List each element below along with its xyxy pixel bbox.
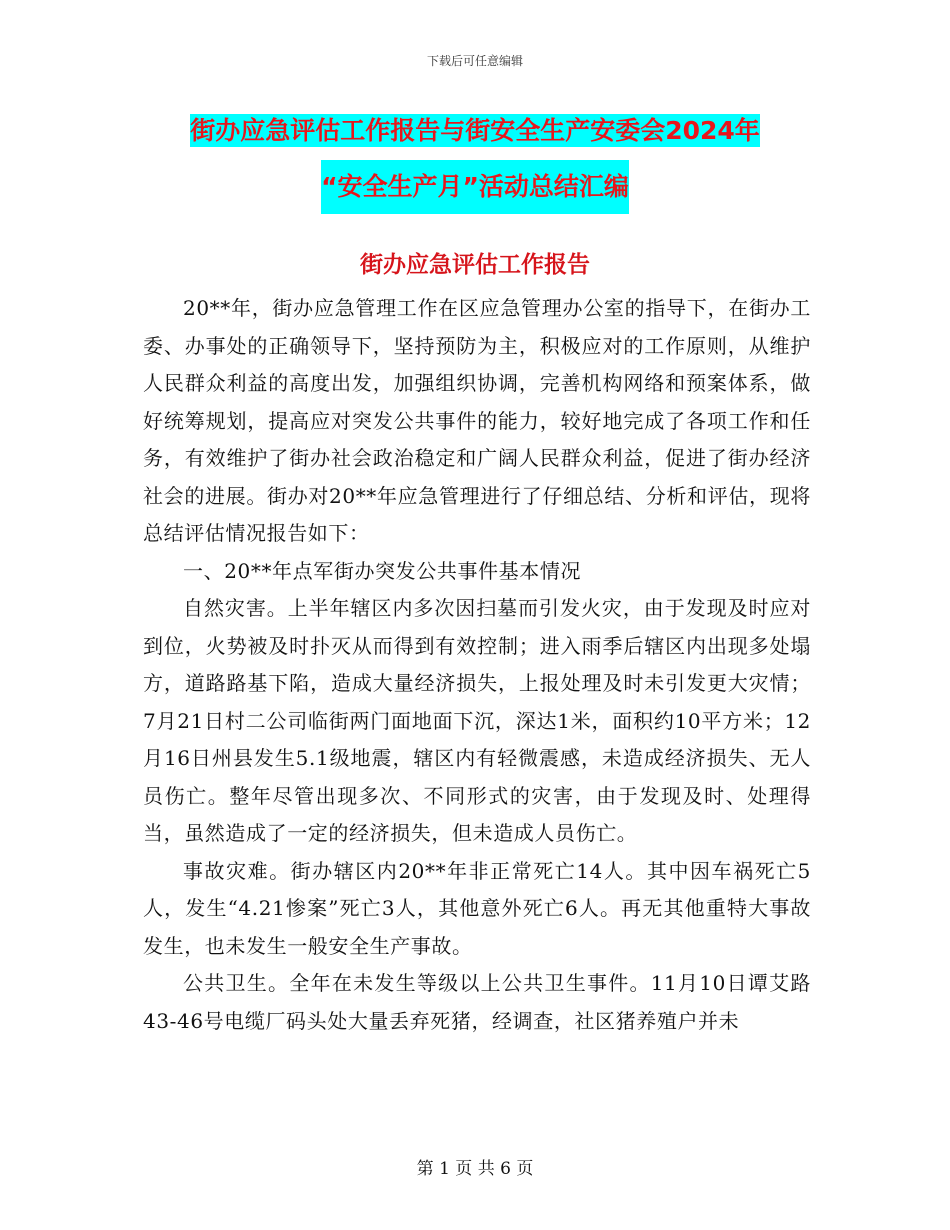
title-line-1: 街办应急评估工作报告与街安全生产安委会2024年: [190, 116, 760, 145]
section-title: 街办应急评估工作报告: [360, 252, 590, 278]
paragraph: 20**年，街办应急管理工作在区应急管理办公室的指导下，在街办工委、办事处的正确领导下，坚持预防为主，积极应对的工作原则，从维护人民群众利益的高度出发，加强组织协调，完善机构网络和预案体系，做好统筹规划，提高应对突发公共事件的能力，较好地完成了各项工作和任务，有效维护了街办社会政治稳定和广阔人民群众利益，促进了街办经济社会的进展。街办对20**年应急管理进行了仔细总结、分析和评估，现将总结评估情况报告如下：: [143, 296, 811, 545]
document-body: [143, 290, 811, 1040]
document-title: [0, 106, 950, 214]
paragraph: 公共卫生。全年在未发生等级以上公共卫生事件。11月10日谭艾路43-46号电缆厂码头处大量丢弃死猪，经调查，社区猪养殖户并未: [143, 971, 811, 1033]
paragraph: 一、20**年点军街办突发公共事件基本情况: [183, 558, 582, 583]
page-number: 第 1 页 共 6 页: [416, 1159, 534, 1179]
paragraph: 自然灾害。上半年辖区内多次因扫墓而引发火灾，由于发现及时应对到位，火势被及时扑灭从而得到有效控制；进入雨季后辖区内出现多处塌方，道路路基下陷，造成大量经济损失，上报处理及时未引发更大灾情；7月21日村二公司临街两门面地面下沉，深达1米，面积约10平方米；12月16日州县发生5.1级地震，辖区内有轻微震感，未造成经济损失、无人员伤亡。整年尽管出现多次、不同形式的灾害，由于发现及时、处理得当，虽然造成了一定的经济损失，但未造成人员伤亡。: [143, 596, 811, 845]
header-note: 下载后可任意编辑: [426, 54, 523, 68]
paragraph: 事故灾难。街办辖区内20**年非正常死亡14人。其中因车祸死亡5人，发生“4.21惨案”死亡3人，其他意外死亡6人。再无其他重特大事故发生，也未发生一般安全生产事故。: [143, 858, 811, 958]
title-line-2: “安全生产月”活动总结汇编: [321, 160, 629, 214]
